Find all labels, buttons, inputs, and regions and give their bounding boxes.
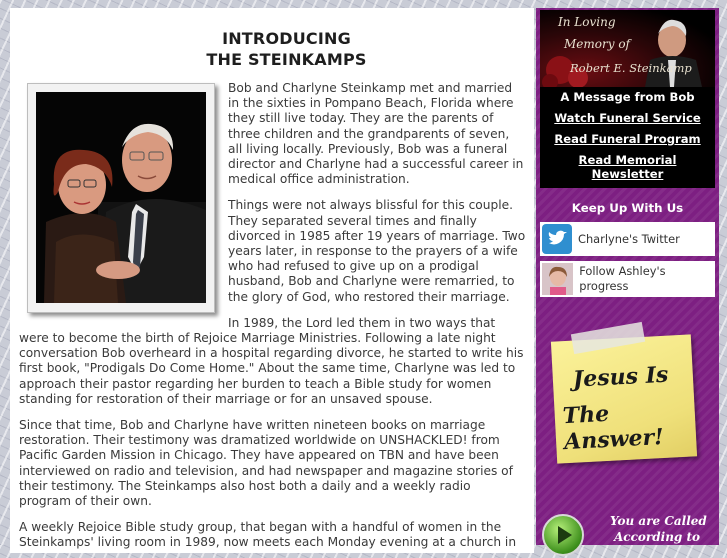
couple-photo <box>36 92 206 303</box>
paragraph-bible-study: A weekly Rejoice Bible study group, that began with a handful of women in the Steinkamps' living room in 1989, now meets each Monday evening at a church in <box>19 520 517 550</box>
twitter-bird-icon <box>542 224 572 254</box>
title-line-1: INTRODUCING <box>222 29 351 48</box>
read-memorial-newsletter-link[interactable]: Read Memorial Newsletter <box>578 153 677 181</box>
note-line-2: The Answer! <box>562 400 665 456</box>
ashley-avatar <box>542 263 573 295</box>
ashley-progress-label[interactable]: Follow Ashley's progress <box>579 264 666 293</box>
promo-line-2: According to <box>614 530 701 544</box>
memorial-box <box>540 10 715 188</box>
paragraph-ministry: In 1989, the Lord led them in two ways that were to become the birth of Rejoice Marriage Ministries. Following a late night conversation Bob overheard in a hospital regarding divorce, he started to write his first book, "Prodigals Do Come Home." About the same time, Charlyne was led to approach their pastor regarding her burden to teach a Bible study for women standing for restoration of their marriage or for an unsaved spouse. <box>19 315 524 406</box>
note-line-1: Jesus Is <box>572 361 669 393</box>
twitter-link[interactable] <box>540 222 715 256</box>
ashley-progress-link[interactable] <box>540 261 715 297</box>
watch-funeral-service-link[interactable]: Watch Funeral Service <box>554 111 701 125</box>
read-funeral-program-link[interactable]: Read Funeral Program <box>554 132 701 146</box>
promo-line-1: You are Called <box>610 514 707 528</box>
memorial-line-2: Memory of <box>564 37 630 51</box>
sidebar <box>536 8 719 545</box>
memorial-line-3: Robert E. Steinkamp <box>570 61 692 75</box>
paragraph-history: Things were not always blissful for this couple. They separated several times and finally divorced in 1985 after 19 years of marriage. Two years later, in response to the prayers of a wife who had refused to give up on a prodigal husband, Bob and Charlyne were remarried, to the glory of God, who restored their marriage. <box>228 198 526 304</box>
couple-photo-frame <box>27 83 215 313</box>
title-line-2: THE STEINKAMPS <box>206 50 367 69</box>
promo-banner[interactable] <box>540 508 715 545</box>
twitter-label[interactable]: Charlyne's Twitter <box>578 231 680 246</box>
keep-up-heading: Keep Up With Us <box>571 201 684 215</box>
message-from-bob-link[interactable]: A Message from Bob <box>560 90 695 104</box>
main-content <box>10 8 534 553</box>
paragraph-books: Since that time, Bob and Charlyne have written nineteen books on marriage restoration. Their testimony was dramatized worldwide on UNSHACKLED! from Pacific Garden Mission in Chicago. They have appeared on TBN and have been interviewed on radio and television, and had newspaper and magazine stories of their testimony. The Steinkamps also host both a daily and a weekly radio program of their own. <box>19 418 513 509</box>
play-icon[interactable] <box>542 514 584 556</box>
paragraph-intro: Bob and Charlyne Steinkamp met and married in the sixties in Pompano Beach, Florida where they still live today. They are the parents of three children and the grandparents of seven, all living locally. Previously, Bob was a funeral director and Charlyne had a successful career in medical office administration. <box>228 81 524 187</box>
memorial-line-1: In Loving <box>558 15 616 29</box>
page-title <box>19 28 526 70</box>
jesus-answer-note <box>551 334 697 463</box>
memorial-banner[interactable] <box>540 10 715 87</box>
